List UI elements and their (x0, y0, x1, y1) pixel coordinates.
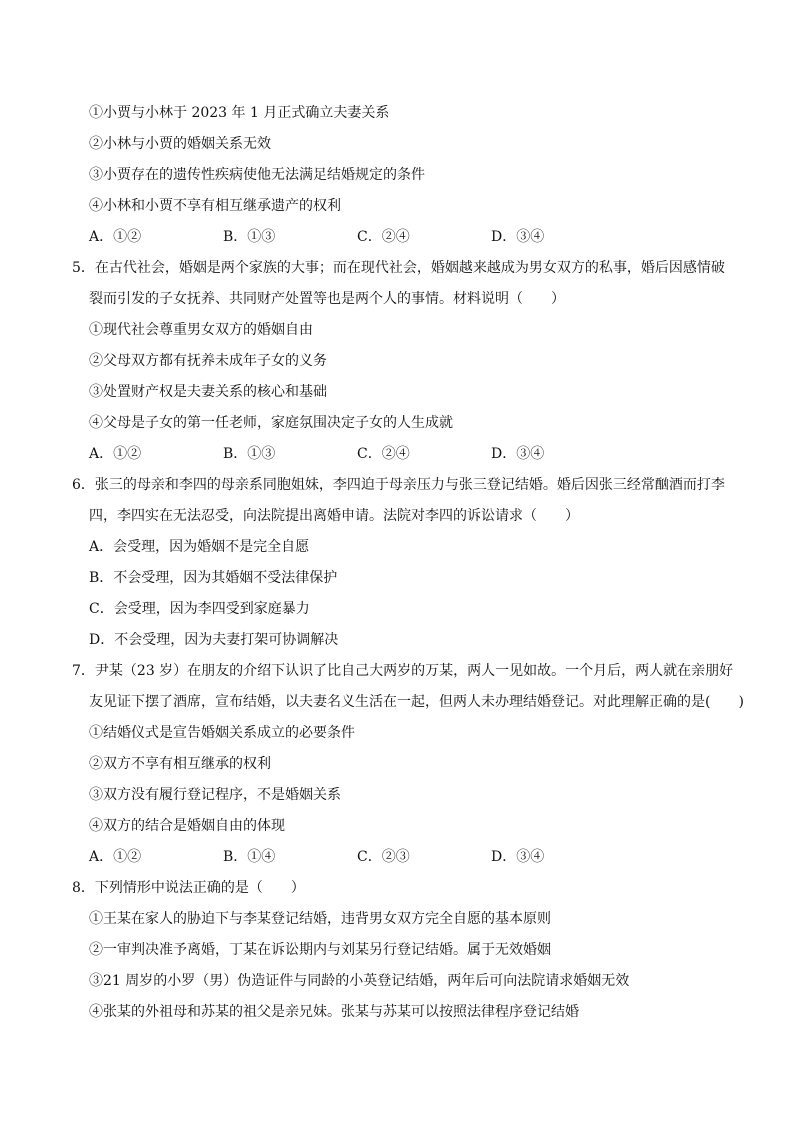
question-6 (72, 473, 732, 659)
q5-option-a: A．①② (89, 446, 142, 462)
q4-statement-1: ①小贾与小林于 2023 年 1 月正式确立夫妻关系 (89, 105, 390, 121)
q4-option-d: D．③④ (491, 229, 545, 245)
q4-statement-3: ③小贾存在的遗传性疾病使他无法满足结婚规定的条件 (89, 167, 425, 183)
q4-option-a: A．①② (89, 229, 142, 245)
q7-statement-3: ③双方没有履行登记程序，不是婚姻关系 (89, 787, 341, 803)
q4-statement-2: ②小林与小贾的婚姻关系无效 (89, 136, 271, 152)
q7-option-b: B．①④ (223, 849, 276, 865)
q7-options (72, 845, 732, 876)
q6-stem-line-2: 四，李四实在无法忍受，向法院提出离婚申请。法院对李四的诉讼请求（ ） (89, 508, 579, 524)
q5-option-c: C．②④ (357, 446, 410, 462)
q5-stem-line-2: 裂而引发的子女抚养、共同财产处置等也是两个人的事情。材料说明（ ） (89, 291, 565, 307)
question-5 (72, 256, 732, 473)
q4-options (72, 225, 732, 256)
question-4 (72, 101, 732, 256)
q7-statement-4: ④双方的结合是婚姻自由的体现 (89, 818, 285, 834)
q5-statement-1: ①现代社会尊重男女双方的婚姻自由 (89, 322, 313, 338)
q6-option-c: C．会受理，因为李四受到家庭暴力 (89, 601, 310, 617)
q5-statement-4: ④父母是子女的第一任老师，家庭氛围决定子女的人生成就 (89, 415, 453, 431)
q8-statement-3: ③21 周岁的小罗（男）伪造证件与同龄的小英登记结婚，两年后可向法院请求婚姻无效 (89, 973, 630, 989)
q6-option-a: A．会受理，因为婚姻不是完全自愿 (89, 539, 310, 555)
q5-options (72, 442, 732, 473)
q7-statement-1: ①结婚仪式是宣告婚姻关系成立的必要条件 (89, 725, 355, 741)
q8-stem: 8．下列情形中说法正确的是（ ） (72, 880, 305, 896)
q8-statement-2: ②一审判决准予离婚，丁某在诉讼期内与刘某另行登记结婚。属于无效婚姻 (89, 942, 551, 958)
question-7 (72, 659, 744, 876)
q5-stem-line-1: 5．在古代社会，婚姻是两个家族的大事；而在现代社会，婚姻越来越成为男女双方的私事，婚后因感情破 (72, 260, 725, 276)
q7-option-a: A．①② (89, 849, 142, 865)
q5-statement-2: ②父母双方都有抚养未成年子女的义务 (89, 353, 327, 369)
q4-statement-4: ④小林和小贾不享有相互继承遗产的权利 (89, 198, 341, 214)
q4-option-c: C．②④ (357, 229, 410, 245)
q7-statement-2: ②双方不享有相互继承的权利 (89, 756, 271, 772)
q7-option-d: D．③④ (491, 849, 545, 865)
question-list (72, 101, 744, 1031)
q6-stem-line-1: 6．张三的母亲和李四的母亲系同胞姐妹，李四迫于母亲压力与张三登记结婚。婚后因张三经常酗酒而打李 (72, 477, 725, 493)
q8-statement-1: ①王某在家人的胁迫下与李某登记结婚，违背男女双方完全自愿的基本原则 (89, 911, 551, 927)
q4-option-b: B．①③ (223, 229, 276, 245)
q6-option-b: B．不会受理，因为其婚姻不受法律保护 (89, 570, 338, 586)
q6-option-d: D．不会受理，因为夫妻打架可协调解决 (89, 632, 339, 648)
q5-option-b: B．①③ (223, 446, 276, 462)
question-8 (72, 876, 732, 1031)
q8-statement-4: ④张某的外祖母和苏某的祖父是亲兄妹。张某与苏某可以按照法律程序登记结婚 (89, 1004, 579, 1020)
q5-statement-3: ③处置财产权是夫妻关系的核心和基础 (89, 384, 327, 400)
q7-option-c: C．②③ (357, 849, 410, 865)
q5-option-d: D．③④ (491, 446, 545, 462)
q7-stem-line-2: 友见证下摆了酒席，宣布结婚，以夫妻名义生活在一起，但两人未办理结婚登记。对此理解正确的是( ) (89, 694, 744, 710)
q7-stem-line-1: 7．尹某（23 岁）在朋友的介绍下认识了比自己大两岁的万某，两人一见如故。一个月后，两人就在亲朋好 (72, 663, 734, 679)
